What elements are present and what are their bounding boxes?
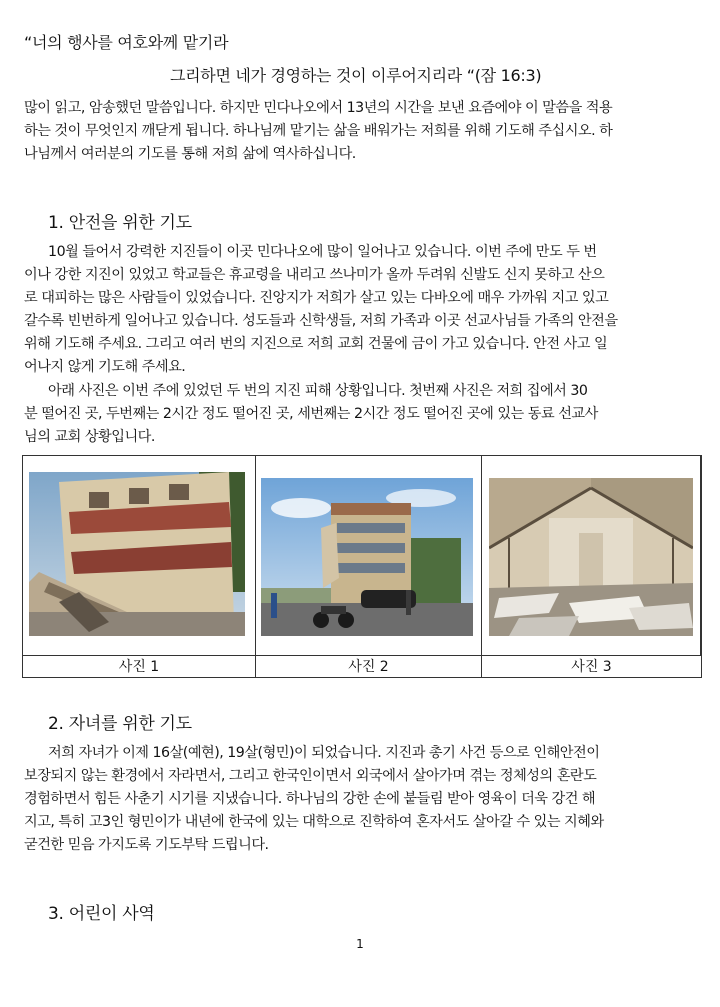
intro-line: 나님께서 여러분의 기도를 통해 저희 삶에 역사하십니다. [24,146,356,162]
section1-line: 위해 기도해 주세요. 그리고 여러 번의 지진으로 저희 교회 건물에 금이 가고 있습니다. 안전 사고 일 [24,336,608,352]
section2-line: 저희 자녀가 이제 16살(예현), 19살(형민)이 되었습니다. 지진과 총기 사건 등으로 인해안전이 [24,745,600,761]
photo-caption-1: 사진 1 [23,656,256,678]
section1-line: 로 대피하는 많은 사람들이 있었습니다. 진앙지가 저희가 살고 있는 다바오에 매우 가까워 지고 있고 [24,290,609,306]
section2-line: 굳건한 믿음 가지도록 기도부탁 드립니다. [24,837,269,853]
intro-line: 하는 것이 무엇인지 깨닫게 됩니다. 하나님께 맡기는 삶을 배워가는 저희를 위해 기도해 주십시오. 하 [24,123,613,139]
section2-line: 경험하면서 힘든 사춘기 시기를 지냈습니다. 하나님의 강한 손에 붙들림 받아 영육이 더욱 강건 해 [24,791,596,807]
section1-line: 어나지 않게 기도해 주세요. [24,359,186,375]
photo-cell-2 [256,456,482,655]
page-number: 1 [356,937,364,951]
section1-heading: 1. 안전을 위한 기도 [48,213,192,233]
photo-caption-3: 사진 3 [571,659,612,675]
intro-line: 많이 읽고, 암송했던 말씀입니다. 하지만 민다나오에서 13년의 시간을 보낸 요즘에야 이 말씀을 적용 [24,100,613,116]
section1-line: 님의 교회 상황입니다. [24,429,155,445]
section1-paragraph2 [24,380,702,449]
section2-paragraph [24,742,702,857]
section1-paragraph1 [24,241,702,379]
photo-cell-1 [23,456,256,655]
intro-paragraph [24,97,702,166]
section2-line: 보장되지 않는 환경에서 자라면서, 그리고 한국인이면서 외국에서 살아가며 겪는 정체성의 혼란도 [24,768,597,784]
photo-cell-3 [482,456,701,655]
photo-table [22,455,702,678]
earthquake-photo-1 [29,472,245,636]
scripture-quote-line2: 그리하면 네가 경영하는 것이 이루어지리라 “(잠 16:3) [170,66,542,85]
section3-heading: 3. 어린이 사역 [48,904,155,924]
section2-line: 지고, 특히 고3인 형민이가 내년에 한국에 있는 대학으로 진학하여 혼자서도 살아갈 수 있는 지혜와 [24,814,604,830]
earthquake-photo-2 [261,478,473,636]
section1-line: 분 떨어진 곳, 두번째는 2시간 정도 떨어진 곳, 세번째는 2시간 정도 떨어진 곳에 있는 동료 선교사 [24,406,598,422]
section2-heading: 2. 자녀를 위한 기도 [48,714,192,734]
earthquake-photo-3 [489,478,693,636]
photo-caption-row [23,655,701,678]
section1-line: 이나 강한 지진이 있었고 학교들은 휴교령을 내리고 쓰나미가 올까 두려워 신발도 신지 못하고 산으 [24,267,605,283]
section1-line: 갈수록 빈번하게 일어나고 있습니다. 성도들과 신학생들, 저희 가족과 이곳 선교사님들 가족의 안전을 [24,313,618,329]
scripture-quote-line1: “너의 행사를 여호와께 맡기라 [24,33,229,52]
section1-line: 10월 들어서 강력한 지진들이 이곳 민다나오에 많이 일어나고 있습니다. 이번 주에 만도 두 번 [24,244,597,260]
photo-caption-2: 사진 2 [256,656,482,678]
section1-line: 아래 사진은 이번 주에 있었던 두 번의 지진 피해 상황입니다. 첫번째 사진은 저희 집에서 30 [24,383,588,399]
